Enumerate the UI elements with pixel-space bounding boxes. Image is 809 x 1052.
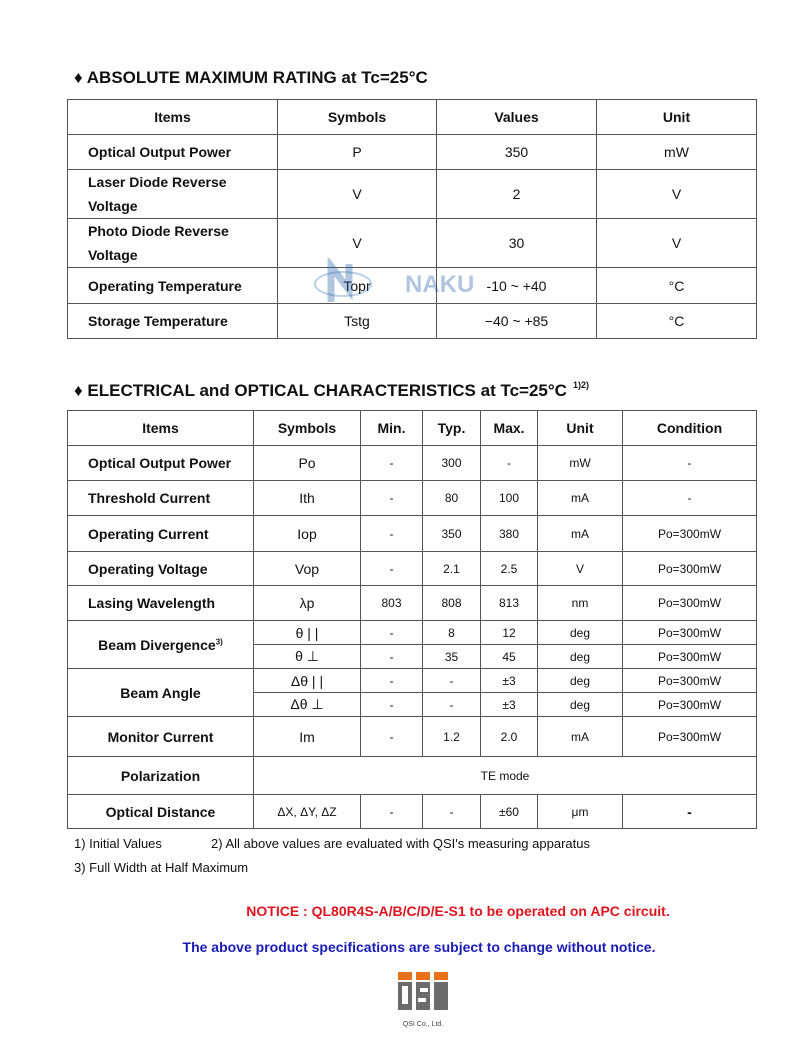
row-min: -	[361, 481, 423, 516]
row-item: Optical Distance	[68, 795, 254, 829]
row-typ: 808	[423, 586, 481, 621]
header-unit: Unit	[597, 100, 757, 135]
row-typ: 8	[423, 621, 481, 645]
row-max: 2.5	[481, 552, 538, 586]
row-min: -	[361, 645, 423, 669]
row-symbol: P	[278, 135, 437, 170]
row-max: 100	[481, 481, 538, 516]
row-unit: deg	[538, 645, 623, 669]
logo-caption: QSI Co., Ltd.	[402, 1021, 444, 1028]
row-min: -	[361, 669, 423, 693]
row-item: Operating Current	[68, 516, 254, 552]
row-item: Optical Output Power	[68, 135, 278, 170]
table-row	[68, 170, 757, 219]
header-symbols: Symbols	[254, 411, 361, 446]
table-row	[68, 717, 757, 757]
row-symbol: Topr	[278, 268, 437, 304]
row-unit: V	[538, 552, 623, 586]
beam-divergence-label: Beam Divergence	[98, 636, 216, 653]
row-typ: 300	[423, 446, 481, 481]
row-min: -	[361, 621, 423, 645]
row-unit: mW	[538, 446, 623, 481]
header-min: Min.	[361, 411, 423, 446]
row-typ: -	[423, 693, 481, 717]
row-max: ±3	[481, 669, 538, 693]
row-unit: °C	[597, 268, 757, 304]
row-typ: -	[423, 669, 481, 693]
footnote-2: 2) All above values are evaluated with QSI's measuring apparatus	[211, 836, 590, 851]
row-unit: mA	[538, 717, 623, 757]
header-items: Items	[68, 100, 278, 135]
row-symbol: Δθ | |	[254, 669, 361, 693]
row-condition: -	[623, 795, 757, 829]
row-unit: mW	[597, 135, 757, 170]
row-min: -	[361, 552, 423, 586]
row-max: 2.0	[481, 717, 538, 757]
header-symbols: Symbols	[278, 100, 437, 135]
row-value: 350	[437, 135, 597, 170]
row-min: -	[361, 795, 423, 829]
row-condition: Po=300mW	[623, 693, 757, 717]
row-symbol: Vop	[254, 552, 361, 586]
row-max: 813	[481, 586, 538, 621]
row-min: -	[361, 516, 423, 552]
footnote-1: 1) Initial Values	[74, 836, 162, 851]
section1-heading: ♦ ABSOLUTE MAXIMUM RATING at Tc=25°C	[74, 68, 428, 87]
row-item: Laser Diode Reverse Voltage	[68, 170, 278, 219]
row-item-beam-divergence	[68, 621, 254, 669]
table-row	[68, 135, 757, 170]
row-symbol: V	[278, 170, 437, 219]
row-item: Optical Output Power	[68, 446, 254, 481]
table-row	[68, 552, 757, 586]
notice-text: NOTICE : QL80R4S-A/B/C/D/E-S1 to be operated on APC circuit.	[246, 903, 670, 919]
row-unit: μm	[538, 795, 623, 829]
row-typ: 35	[423, 645, 481, 669]
row-unit: deg	[538, 669, 623, 693]
row-condition: -	[623, 446, 757, 481]
row-min: -	[361, 717, 423, 757]
row-unit: mA	[538, 516, 623, 552]
table-row	[68, 795, 757, 829]
row-item: Photo Diode Reverse Voltage	[68, 219, 278, 268]
row-max: 45	[481, 645, 538, 669]
polarization-value: TE mode	[254, 757, 757, 795]
row-min: -	[361, 446, 423, 481]
row-symbol: θ | |	[254, 621, 361, 645]
table-row	[68, 219, 757, 268]
row-value: −40 ~ +85	[437, 304, 597, 339]
row-symbol: ΔX, ΔY, ΔZ	[254, 795, 361, 829]
row-item: Operating Voltage	[68, 552, 254, 586]
table-row	[68, 669, 757, 693]
row-typ: 350	[423, 516, 481, 552]
table-row	[68, 481, 757, 516]
electrical-optical-table	[67, 410, 757, 829]
row-symbol: Po	[254, 446, 361, 481]
header-typ: Typ.	[423, 411, 481, 446]
header-unit: Unit	[538, 411, 623, 446]
header-values: Values	[437, 100, 597, 135]
table-row	[68, 516, 757, 552]
row-item: Storage Temperature	[68, 304, 278, 339]
row-min: 803	[361, 586, 423, 621]
section2-heading	[74, 380, 589, 401]
absolute-max-rating-table	[67, 99, 757, 339]
row-unit: deg	[538, 621, 623, 645]
row-symbol: λp	[254, 586, 361, 621]
row-max: ±60	[481, 795, 538, 829]
section2-heading-text: ♦ ELECTRICAL and OPTICAL CHARACTERISTICS at Tc=25°C	[74, 381, 567, 400]
header-max: Max.	[481, 411, 538, 446]
header-items: Items	[68, 411, 254, 446]
row-item: Monitor Current	[68, 717, 254, 757]
row-value: -10 ~ +40	[437, 268, 597, 304]
table-row	[68, 304, 757, 339]
table-row	[68, 446, 757, 481]
row-symbol: Δθ ⊥	[254, 693, 361, 717]
row-unit: V	[597, 170, 757, 219]
table-row	[68, 757, 757, 795]
row-symbol: Iop	[254, 516, 361, 552]
row-condition: -	[623, 481, 757, 516]
qsi-logo	[394, 970, 454, 1030]
row-max: ±3	[481, 693, 538, 717]
row-unit: nm	[538, 586, 623, 621]
header-condition: Condition	[623, 411, 757, 446]
row-item-beam-angle: Beam Angle	[68, 669, 254, 717]
row-item: Threshold Current	[68, 481, 254, 516]
row-unit: mA	[538, 481, 623, 516]
row-condition: Po=300mW	[623, 586, 757, 621]
row-max: -	[481, 446, 538, 481]
section2-heading-sup: 1)2)	[572, 380, 589, 390]
row-condition: Po=300mW	[623, 552, 757, 586]
row-condition: Po=300mW	[623, 669, 757, 693]
row-symbol: V	[278, 219, 437, 268]
row-max: 12	[481, 621, 538, 645]
beam-divergence-sup: 3)	[215, 636, 223, 646]
row-max: 380	[481, 516, 538, 552]
row-value: 30	[437, 219, 597, 268]
row-typ: 80	[423, 481, 481, 516]
row-typ: 2.1	[423, 552, 481, 586]
table-header-row	[68, 100, 757, 135]
row-symbol: Tstg	[278, 304, 437, 339]
row-condition: Po=300mW	[623, 717, 757, 757]
table-header-row	[68, 411, 757, 446]
table-row	[68, 621, 757, 645]
table-row	[68, 268, 757, 304]
footnote-3: 3) Full Width at Half Maximum	[74, 860, 249, 875]
row-min: -	[361, 693, 423, 717]
table-row	[68, 586, 757, 621]
row-symbol: θ ⊥	[254, 645, 361, 669]
row-typ: 1.2	[423, 717, 481, 757]
row-unit: °C	[597, 304, 757, 339]
row-item: Operating Temperature	[68, 268, 278, 304]
row-typ: -	[423, 795, 481, 829]
row-item: Polarization	[68, 757, 254, 795]
row-item: Lasing Wavelength	[68, 586, 254, 621]
row-symbol: Im	[254, 717, 361, 757]
row-unit: V	[597, 219, 757, 268]
row-value: 2	[437, 170, 597, 219]
row-condition: Po=300mW	[623, 621, 757, 645]
row-condition: Po=300mW	[623, 516, 757, 552]
disclaimer-text: The above product specifications are subject to change without notice.	[182, 939, 656, 955]
row-unit: deg	[538, 693, 623, 717]
row-condition: Po=300mW	[623, 645, 757, 669]
row-symbol: Ith	[254, 481, 361, 516]
watermark-text: NAKU	[405, 271, 475, 298]
